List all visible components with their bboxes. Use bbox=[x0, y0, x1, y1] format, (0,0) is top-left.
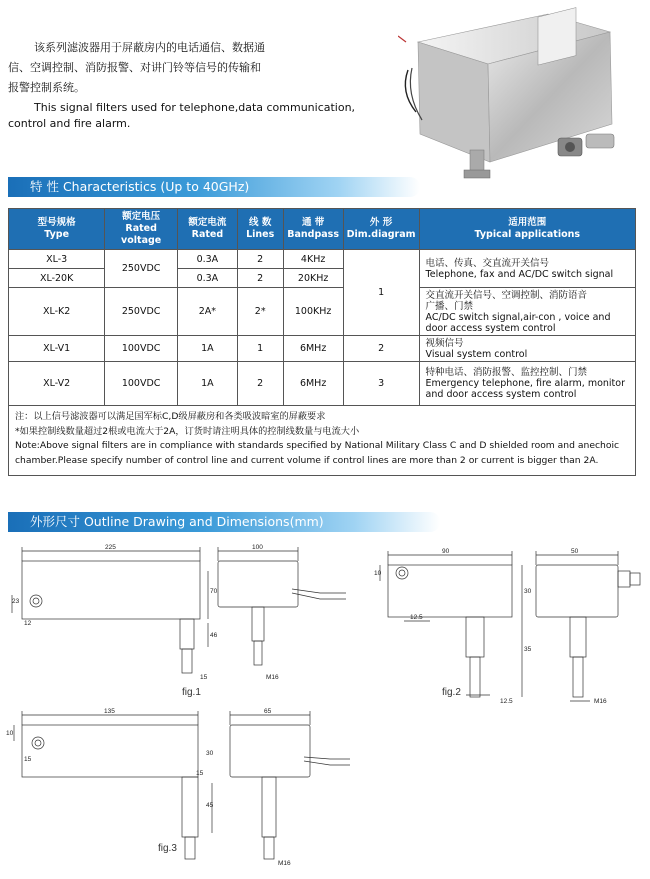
cell-lines: 2 bbox=[237, 250, 283, 269]
dim-label: 70 bbox=[210, 588, 218, 595]
intro-en-line: This signal filters used for telephone,data communication, bbox=[34, 101, 356, 114]
cell-current: 1A bbox=[178, 362, 238, 406]
intro-cn-line: 报警控制系统。 bbox=[8, 81, 85, 94]
dim-label: 100 bbox=[252, 544, 263, 551]
cell-type: XL-20K bbox=[9, 269, 105, 288]
note-line: 注：以上信号滤波器可以满足国军标C,D级屏蔽房和各类吸波暗室的屏蔽要求 bbox=[15, 411, 326, 422]
fig3-caption: fig.3 bbox=[158, 843, 177, 854]
fig1-caption: fig.1 bbox=[182, 687, 201, 698]
cell-lines: 2* bbox=[237, 288, 283, 336]
dim-label: 15 bbox=[24, 756, 32, 763]
table-row bbox=[9, 362, 636, 406]
fig1-side-view bbox=[218, 547, 346, 665]
fig3-side-view bbox=[230, 711, 350, 859]
cell-type: XL-V2 bbox=[9, 362, 105, 406]
cell-current: 0.3A bbox=[178, 269, 238, 288]
cell-dim: 3 bbox=[343, 362, 419, 406]
cell-type: XL-V1 bbox=[9, 336, 105, 362]
dim-label: 12.5 bbox=[500, 698, 513, 705]
fig2-caption: fig.2 bbox=[442, 687, 461, 698]
note-line: Note:Above signal filters are in compliance with standards specified by National Military Class C and D shielded room and anechoic bbox=[15, 440, 620, 451]
product-photo bbox=[398, 2, 646, 188]
fig2-side-view bbox=[536, 551, 640, 701]
dim-label: 30 bbox=[524, 588, 532, 595]
cell-bandpass: 6MHz bbox=[283, 362, 343, 406]
dim-label: M16 bbox=[594, 698, 607, 705]
dim-label: 10 bbox=[6, 730, 14, 737]
cell-bandpass: 20KHz bbox=[283, 269, 343, 288]
cell-voltage: 100VDC bbox=[105, 336, 178, 362]
fig3-dims bbox=[6, 708, 291, 867]
table-header-row bbox=[9, 209, 636, 250]
fig1-front-view bbox=[12, 547, 208, 673]
dim-label: 10 bbox=[374, 570, 382, 577]
note-line: chamber.Please specify number of control line and current volume if control lines are more than 2 or current is bigger than 2A. bbox=[15, 454, 599, 466]
cell-bandpass: 4KHz bbox=[283, 250, 343, 269]
table-row bbox=[9, 250, 636, 269]
dim-label: M16 bbox=[266, 674, 279, 681]
header-applications: 适用范围 Typical applications bbox=[419, 209, 635, 250]
dim-label: M16 bbox=[278, 860, 291, 867]
cell-application: 特种电话、消防报警、监控控制、门禁 Emergency telephone, fire alarm, monitor and door access system control bbox=[419, 362, 635, 406]
cell-type: XL-3 bbox=[9, 250, 105, 269]
cell-lines: 2 bbox=[237, 269, 283, 288]
dim-label: 12.5 bbox=[410, 614, 423, 621]
cell-voltage: 100VDC bbox=[105, 362, 178, 406]
cell-dim: 1 bbox=[343, 250, 419, 336]
dim-label: 35 bbox=[524, 646, 532, 653]
dim-label: 225 bbox=[105, 544, 116, 551]
cell-voltage: 250VDC bbox=[105, 250, 178, 288]
header-bandpass: 通 带 Bandpass bbox=[283, 209, 343, 250]
cell-current: 0.3A bbox=[178, 250, 238, 269]
table-row bbox=[9, 288, 636, 336]
dim-label: 46 bbox=[210, 632, 218, 639]
section-header-characteristics: 特 性 Characteristics (Up to 40GHz) bbox=[8, 177, 420, 197]
intro-chinese bbox=[8, 38, 388, 98]
intro-en-line: control and fire alarm. bbox=[8, 117, 131, 130]
cell-application: 视频信号 Visual system control bbox=[419, 336, 635, 362]
dim-label: 23 bbox=[12, 598, 20, 605]
cell-current: 2A* bbox=[178, 288, 238, 336]
cell-bandpass: 6MHz bbox=[283, 336, 343, 362]
intro-cn-line: 信、空调控制、消防报警、对讲门铃等信号的传输和 bbox=[8, 61, 261, 74]
dim-label: 15 bbox=[200, 674, 208, 681]
header-lines: 线 数 Lines bbox=[237, 209, 283, 250]
dim-label: 90 bbox=[442, 548, 450, 555]
header-current: 额定电流 Rated bbox=[178, 209, 238, 250]
cell-type: XL-K2 bbox=[9, 288, 105, 336]
header-type: 型号规格 Type bbox=[9, 209, 105, 250]
note-line: *如果控制线数量超过2根或电流大于2A，订货时请注明具体的控制线数量与电流大小 bbox=[15, 425, 360, 437]
dim-label: 135 bbox=[104, 708, 115, 715]
header-dim: 外 形 Dim.diagram bbox=[343, 209, 419, 250]
fig2-dims bbox=[374, 548, 607, 705]
cell-lines: 2 bbox=[237, 362, 283, 406]
cell-bandpass: 100KHz bbox=[283, 288, 343, 336]
cell-application: 交直流开关信号、空调控制、消防语音 广播、门禁 AC/DC switch signal,air-con , voice and door access system control bbox=[419, 288, 635, 336]
dim-label: 30 bbox=[206, 750, 214, 757]
section-header-outline: 外形尺寸 Outline Drawing and Dimensions(mm) bbox=[8, 512, 440, 532]
cell-lines: 1 bbox=[237, 336, 283, 362]
outline-drawings bbox=[0, 535, 650, 879]
header-voltage: 额定电压 Rated voltage bbox=[105, 209, 178, 250]
cell-voltage: 250VDC bbox=[105, 288, 178, 336]
fig3-front-view bbox=[14, 711, 212, 859]
dim-label: 12 bbox=[24, 620, 32, 627]
intro-cn-line: 该系列滤波器用于屏蔽房内的电话通信、数据通 bbox=[34, 41, 265, 54]
dim-label: 50 bbox=[571, 548, 579, 555]
dim-label: 65 bbox=[264, 708, 272, 715]
cell-current: 1A bbox=[178, 336, 238, 362]
cell-dim: 2 bbox=[343, 336, 419, 362]
cell-application: 电话、传真、交直流开关信号 Telephone, fax and AC/DC switch signal bbox=[419, 250, 635, 288]
fig2-front-view bbox=[380, 551, 522, 697]
spec-table bbox=[8, 208, 636, 406]
fig1-dims bbox=[12, 544, 279, 698]
dim-label: 45 bbox=[206, 802, 214, 809]
table-notes bbox=[8, 406, 636, 476]
intro-english bbox=[8, 100, 388, 132]
table-row bbox=[9, 336, 636, 362]
dim-label: 15 bbox=[196, 770, 204, 777]
